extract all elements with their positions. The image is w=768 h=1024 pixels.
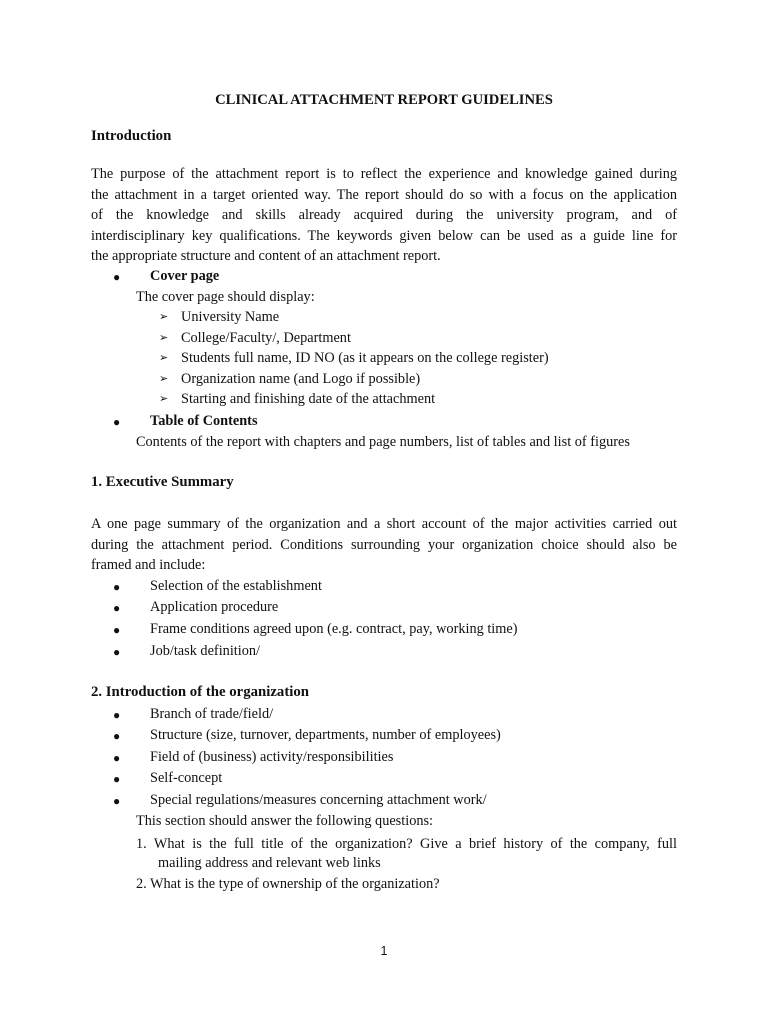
question-1 xyxy=(136,834,677,855)
list-item: Selection of the establishment xyxy=(150,578,322,594)
questions-lead: This section should answer the following questions: xyxy=(136,813,434,829)
list-item: Special regulations/measures concerning attachment work/ xyxy=(150,792,487,808)
list-item: Starting and finishing date of the attachment xyxy=(181,391,436,407)
paragraph-line: framed and include: xyxy=(91,557,206,573)
list-item: Branch of trade/field/ xyxy=(150,706,274,722)
paragraph-line: The purpose of the attachment report is to reflect the experience and knowledge gained during xyxy=(91,166,677,182)
executive-summary-paragraph xyxy=(91,514,677,576)
question-line: mailing address and relevant web links xyxy=(158,855,381,871)
introduction-paragraph xyxy=(91,164,677,267)
paragraph-line: during the attachment period. Conditions surrounding your organization choice should also be xyxy=(91,536,677,553)
arrow-bullet-icon: ➢ xyxy=(159,372,169,385)
list-item: Field of (business) activity/responsibilities xyxy=(150,749,394,765)
bullet-icon: ● xyxy=(113,270,121,284)
list-item: Organization name (and Logo if possible) xyxy=(181,371,421,387)
list-item: Self-concept xyxy=(150,770,223,786)
bullet-icon: ● xyxy=(113,580,121,594)
paragraph-line: of the knowledge and skills already acquired during the university program, and of xyxy=(91,207,677,223)
executive-summary-heading: 1. Executive Summary xyxy=(91,474,234,490)
arrow-bullet-icon: ➢ xyxy=(159,331,169,344)
paragraph-line: interdisciplinary key qualifications. The keywords given below can be used as a guide line for xyxy=(91,227,677,244)
cover-page-lead: The cover page should display: xyxy=(136,289,315,305)
arrow-bullet-icon: ➢ xyxy=(159,310,169,323)
paragraph-line: the attachment in a target oriented way. The report should do so with a focus on the application xyxy=(91,186,677,203)
document-title: CLINICAL ATTACHMENT REPORT GUIDELINES xyxy=(215,92,553,108)
paragraph-line: the appropriate structure and content of an attachment report. xyxy=(91,248,441,264)
page-number: 1 xyxy=(380,944,388,958)
toc-label: Table of Contents xyxy=(150,413,258,429)
arrow-bullet-icon: ➢ xyxy=(159,392,169,405)
bullet-icon: ● xyxy=(113,415,121,429)
list-item: Application procedure xyxy=(150,599,279,615)
bullet-icon: ● xyxy=(113,645,121,659)
toc-text: Contents of the report with chapters and page numbers, list of tables and list of figures xyxy=(136,434,630,450)
bullet-icon: ● xyxy=(113,601,121,615)
paragraph-line: A one page summary of the organization and a short account of the major activities carried out xyxy=(91,516,677,532)
cover-page-label: Cover page xyxy=(150,268,220,284)
list-item: College/Faculty/, Department xyxy=(181,330,351,346)
list-item: Students full name, ID NO (as it appears on the college register) xyxy=(181,350,549,366)
arrow-bullet-icon: ➢ xyxy=(159,351,169,364)
bullet-icon: ● xyxy=(113,794,121,808)
list-item: Frame conditions agreed upon (e.g. contract, pay, working time) xyxy=(150,621,518,637)
list-item: Structure (size, turnover, departments, number of employees) xyxy=(150,727,501,743)
bullet-icon: ● xyxy=(113,623,121,637)
bullet-icon: ● xyxy=(113,772,121,786)
bullet-icon: ● xyxy=(113,708,121,722)
question-2: 2. What is the type of ownership of the organization? xyxy=(136,876,440,892)
bullet-icon: ● xyxy=(113,751,121,765)
question-line: 1. What is the full title of the organization? Give a brief history of the company, full xyxy=(136,836,677,852)
bullet-icon: ● xyxy=(113,729,121,743)
organization-intro-heading: 2. Introduction of the organization xyxy=(91,684,309,700)
list-item: Job/task definition/ xyxy=(150,643,260,659)
introduction-heading: Introduction xyxy=(91,128,172,144)
list-item: University Name xyxy=(181,309,280,325)
